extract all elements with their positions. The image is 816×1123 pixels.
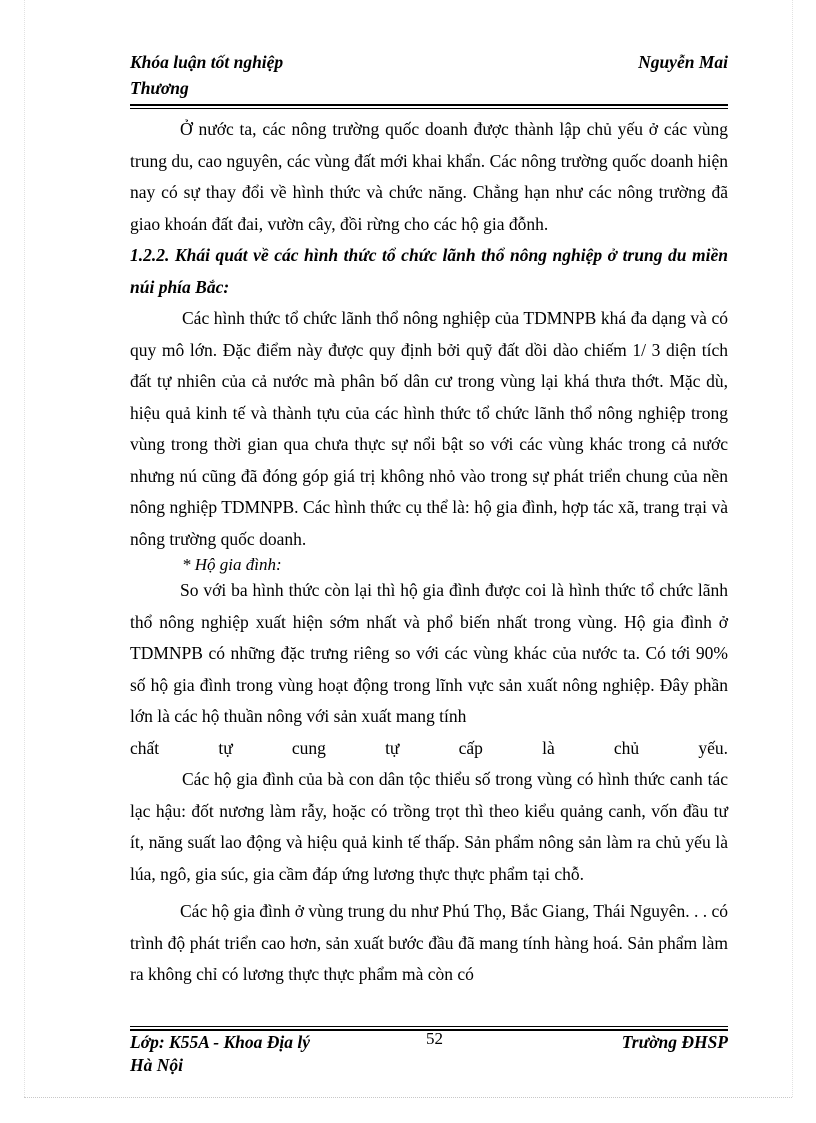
footer-class-department: Lớp: K55A - Khoa Địa lý Hà Nội (130, 1032, 311, 1075)
page-left-edge (24, 0, 25, 1097)
header-author-name: Nguyễn Mai (638, 52, 728, 72)
paragraph-ethnic-households: Các hộ gia đình của bà con dân tộc thiểu số trong vùng có hình thức canh tác lạc hậu: đốt nương làm rẫy, hoặc có trồng trọt thì theo kiểu quảng canh, vốn đầu tư ít, năng suất lao động và hiệu quả kinh tế thấp. Sản phẩm nông sản làm ra chủ yếu là lúa, ngô, gia súc, gia cầm đáp ứng lương thực thực phẩm tại chỗ. (130, 769, 728, 884)
header-divider (130, 104, 728, 109)
subheading-household: * Hộ gia đình: (182, 555, 282, 574)
page-header (130, 46, 728, 104)
header-thesis-title: Khóa luận tốt nghiệp Thương (130, 52, 284, 98)
paragraph-household-intro: So với ba hình thức còn lại thì hộ gia đình được coi là hình thức tổ chức lãnh thổ nông nghiệp xuất hiện sớm nhất và phổ biến nhất trong vùng. Hộ gia đình ở TDMNPB có những đặc trưng riêng so với các vùng khác của nước ta. Có tới 90% số hộ gia đình trong vùng hoạt động trong lĩnh vực sản xuất nông nghiệp. Đây phần lớn là các hộ thuần nông với sản xuất mang tính (130, 580, 728, 726)
paragraph-state-farms: Ở nước ta, các nông trường quốc doanh được thành lập chủ yếu ở các vùng trung du, cao nguyên, các vùng đất mới khai khẩn. Các nông trường quốc doanh hiện nay có sự thay đổi về hình thức và chức năng. Chẳng hạn như các nông trường đã giao khoán đất đai, vườn cây, đồi rừng cho các hộ gia đỗnh. (130, 119, 728, 234)
section-heading-1-2-2: 1.2.2. Khái quát về các hình thức tổ chức lãnh thổ nông nghiệp ở trung du miền núi phía Bắc: (130, 245, 728, 297)
paragraph-midland-households: Các hộ gia đình ở vùng trung du như Phú Thọ, Bắc Giang, Thái Nguyên. . . có trình độ phát triển cao hơn, sản xuất bước đầu đã mang tính hàng hoá. Sản phẩm làm ra không chỉ có lương thực thực phẩm mà còn có (130, 901, 728, 984)
footer-university: Trường ĐHSP (621, 1032, 728, 1052)
page-footer (130, 1031, 728, 1079)
paragraph-household-intro-last-line: chất tự cung tự cấp là chủ yếu. (130, 737, 728, 758)
page-number: 52 (426, 1029, 443, 1048)
page-body (130, 114, 728, 991)
page-bottom-edge (24, 1097, 792, 1098)
page-right-edge (792, 0, 793, 1097)
paragraph-forms-overview: Các hình thức tổ chức lãnh thổ nông nghiệp của TDMNPB khá đa dạng và có quy mô lớn. Đặc điểm này được quy định bởi quỹ đất dồi dào chiếm 1/ 3 diện tích đất tự nhiên của cả nước mà phân bố dân cư trong vùng lại khá thưa thớt. Mặc dù, hiệu quả kinh tế và thành tựu của các hình thức tổ chức lãnh thổ nông nghiệp trong vùng trong thời gian qua chưa thực sự nổi bật so với các vùng khác trong cả nước nhưng nú cũng đã đóng góp giá trị không nhỏ vào trong sự phát triển chung của nền nông nghiệp TDMNPB. Các hình thức cụ thể là: hộ gia đình, hợp tác xã, trang trại và nông trường quốc doanh. (130, 308, 728, 549)
